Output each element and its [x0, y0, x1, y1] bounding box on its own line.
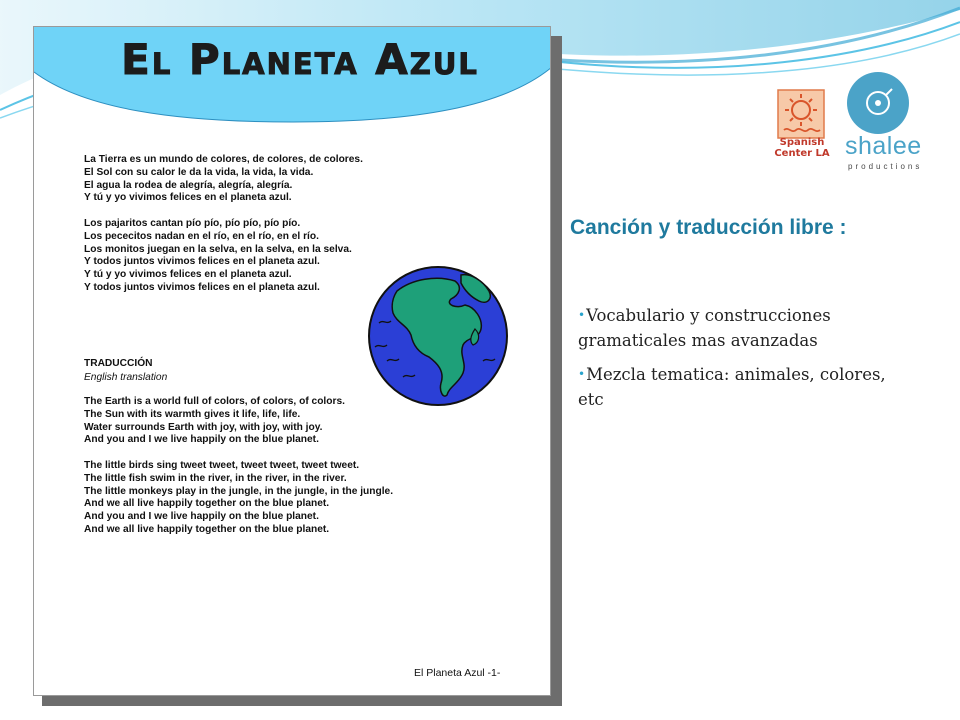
lyric-line: The little fish swim in the river, in the river, in the river.: [84, 472, 347, 484]
worksheet-page: [33, 26, 551, 696]
lyric-line: The little monkeys play in the jungle, in the jungle, in the jungle.: [84, 485, 394, 497]
lyric-line: La Tierra es un mundo de colores, de colores, de colores.: [84, 154, 363, 165]
bullet-text: Vocabulario y construcciones gramaticales mas avanzadas: [578, 306, 831, 350]
slide-heading: Canción y traducción libre :: [570, 216, 847, 239]
lyric-line: El Sol con su calor le da la vida, la vida, la vida.: [84, 166, 314, 178]
bullet-dot-icon: •: [578, 308, 586, 322]
bullet-dot-icon: •: [578, 367, 586, 381]
lyric-line: And you and I we live happily on the blue planet.: [84, 511, 319, 523]
shalee-logo-text: shalee: [845, 132, 922, 160]
lyric-line: Y todos juntos vivimos felices en el planeta azul.: [84, 281, 320, 293]
lyric-line: The Sun with its warmth gives it life, life, life.: [84, 408, 301, 420]
bullet-item: [578, 362, 898, 412]
translation-subheading: English translation: [84, 372, 168, 383]
english-stanza-1: [84, 396, 345, 447]
bullet-text: Mezcla tematica: animales, colores, etc: [578, 365, 886, 409]
lyric-line: And we all live happily together on the blue planet.: [84, 498, 330, 510]
lyric-line: Los pececitos nadan en el río, en el río, en el río.: [84, 230, 319, 242]
lyric-line: The little birds sing tweet tweet, tweet tweet, tweet tweet.: [84, 460, 360, 471]
lyric-line: Y tú y yo vivimos felices en el planeta azul.: [84, 269, 292, 281]
lyric-line: Y todos juntos vivimos felices en el planeta azul.: [84, 256, 320, 268]
lyric-line: The Earth is a world full of colors, of colors, of colors.: [84, 396, 345, 407]
english-stanza-2: [84, 460, 393, 537]
worksheet-title: El Planeta Azul: [121, 35, 479, 84]
globe-icon: [367, 265, 509, 407]
lyric-line: Los pajaritos cantan pío pío, pío pío, pío pío.: [84, 218, 301, 229]
lyric-line: Y tú y yo vivimos felices en el planeta azul.: [84, 192, 292, 204]
lyric-line: And we all live happily together on the blue planet.: [84, 523, 330, 535]
spanish-stanza-2: [84, 218, 352, 295]
translation-heading: TRADUCCIÓN: [84, 358, 153, 369]
shalee-logo-subtext: productions: [848, 162, 923, 171]
bullet-item: [578, 303, 898, 353]
vinyl-record-icon: [846, 71, 910, 135]
bullet-list: [578, 303, 898, 421]
lyric-line: Water surrounds Earth with joy, with joy, with joy.: [84, 421, 323, 433]
lyric-line: El agua la rodea de alegría, alegría, alegría.: [84, 179, 293, 191]
lyric-line: Los monitos juegan en la selva, en la selva, en la selva.: [84, 243, 352, 255]
lyric-line: And you and I we live happily on the blue planet.: [84, 434, 319, 446]
spanish-stanza-1: [84, 154, 363, 205]
spanish-center-logo-text: Spanish Center LA: [774, 137, 830, 159]
worksheet-footer: El Planeta Azul -1-: [414, 667, 501, 679]
